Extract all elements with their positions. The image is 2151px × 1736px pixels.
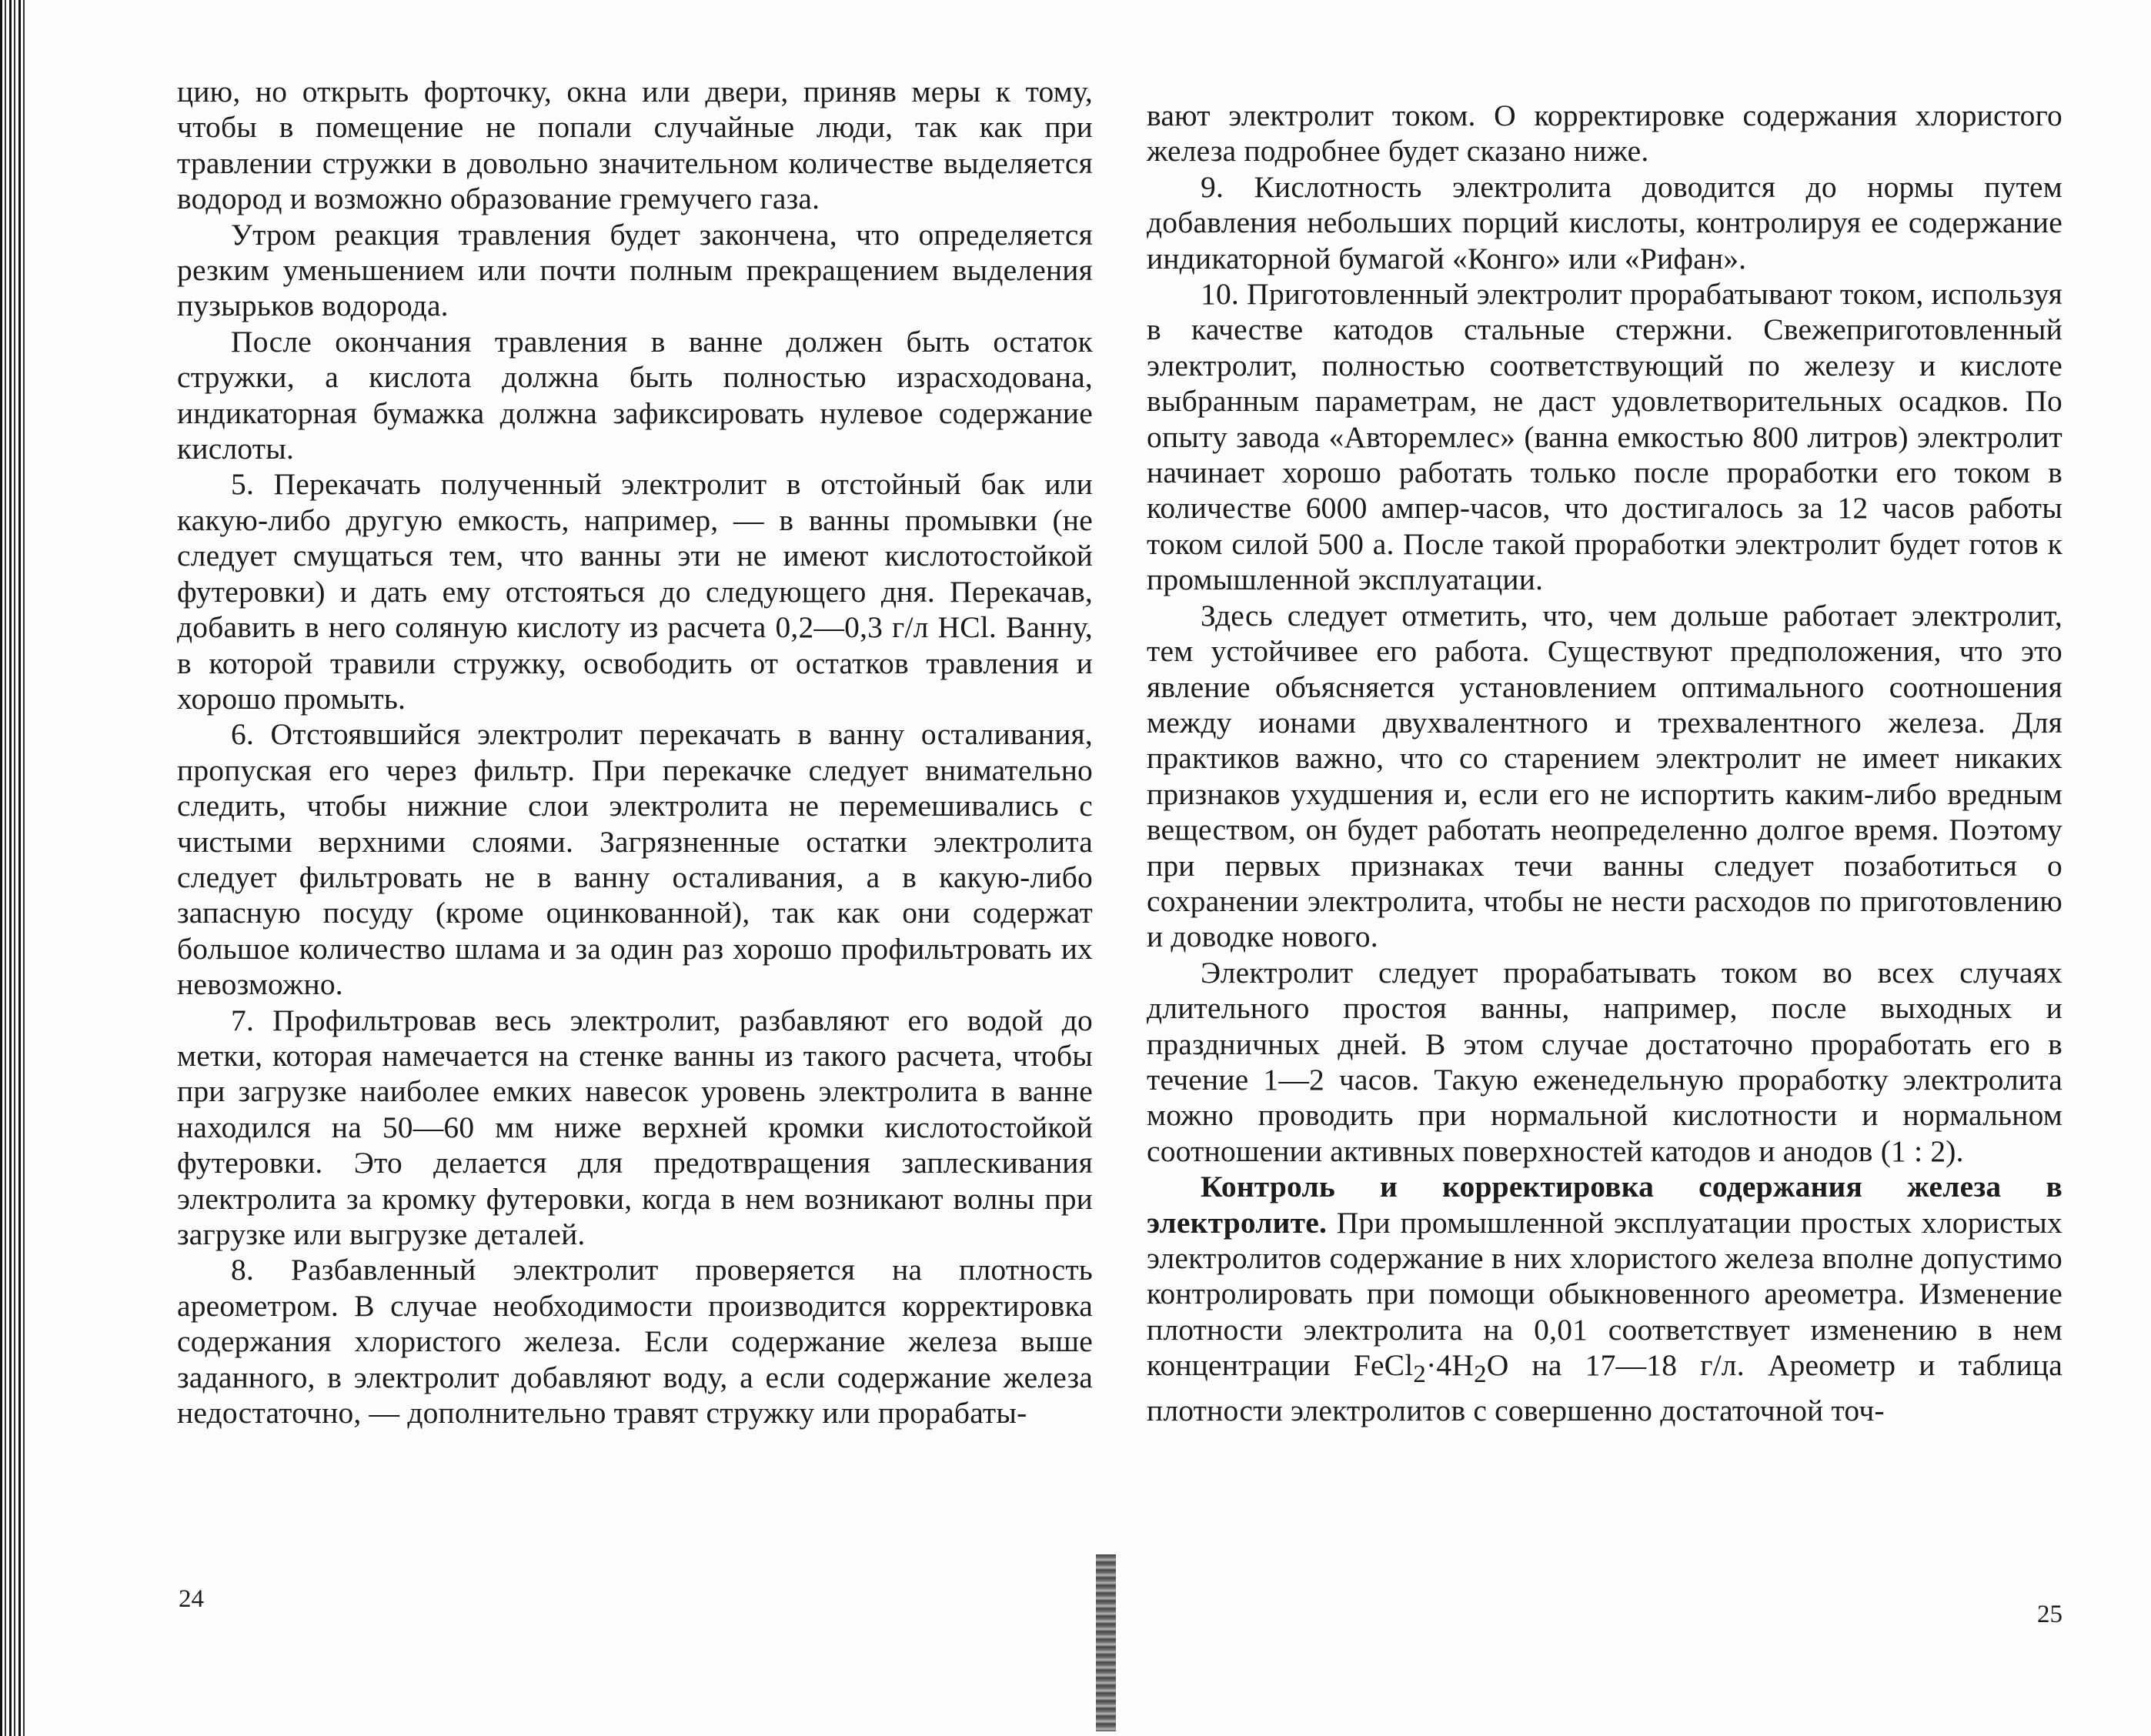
paragraph: Утром реакция травления будет закончена, что определяется резким уменьшением или почти полным прекращением выделения пузырьков водорода.: [177, 217, 1093, 323]
paragraph: После окончания травления в ванне должен быть остаток стружки, а кислота должна быть полностью израсходована, индикаторная бумажка должна зафиксировать нулевое содержание кислоты.: [177, 324, 1093, 466]
paragraph: вают электролит током. О корректировке содержания хлористого железа подробнее будет сказано ниже.: [1147, 98, 2062, 169]
paragraph-step-6: 6. Отстоявшийся электролит перекачать в ванну осталивания, пропуская его через фильтр. При перекачке следует внимательно следить, чтобы нижние слои электролита не перемешивались с чистыми верхними слоями. Загрязненные остатки электролита следует фильтровать не в ванну осталивания, а в какую-либо запасную посуду (кроме оцинкованной), так как они содержат большое количество шлама и за один раз хорошо профильтровать их невозможно.: [177, 717, 1093, 1002]
paragraph-step-8: 8. Разбавленный электролит проверяется на плотность ареометром. В случае необходимости производится корректировка содержания хлористого железа. Если содержание железа выше заданного, в электролит добавляют воду, а если содержание железа недостаточно, — дополнительно травят стружку или прорабаты-: [177, 1253, 1093, 1431]
right-page-text: [1147, 98, 2062, 1428]
section-body: При промышленной эксплуатации простых хлористых электролитов содержание в них хлористого железа вполне допустимо контролировать при помощи обыкновенного ареометра. Изменение плотности электролита на 0,01 соответствует изменению в нем концентрации FeCl: [1147, 1205, 2062, 1383]
left-page-text: [177, 74, 1093, 1431]
paragraph-step-7: 7. Профильтровав весь электролит, разбавляют его водой до метки, которая намечается на стенке ванны из такого расчета, чтобы при загрузке наиболее емких навесок уровень электролита в ванне находился на 50—60 мм ниже верхней кромки кислотостойкой футеровки. Это делается для предотвращения заплескивания электролита за кромку футеровки, когда в нем возникают волны при загрузке или выгрузке деталей.: [177, 1003, 1093, 1251]
paragraph-step-10: 10. Приготовленный электролит прорабатывают током, используя в качестве катодов стальные стержни. Свежеприготовленный электролит, полностью соответствующий по железу и кислоте выбранным параметрам, не даст удовлетворительных осадков. По опыту завода «Авторемлес» (ванна емкостью 800 литров) электролит начинает хорошо работать только после проработки его током в количестве 6000 ампер-часов, что достигалось за 12 часов работы током силой 500 а. После такой проработки электролит будет готов к промышленной эксплуатации.: [1147, 277, 2062, 597]
section-body: O на 17—18 г/л. Ареометр и таблица плотности электролитов с совершенно достаточной точ-: [1147, 1348, 2063, 1427]
page-number: 25: [2037, 1601, 2062, 1628]
section-heading: Контроль и корректировка содержания железа в электролите.: [1147, 1170, 2062, 1240]
paragraph-step-9: 9. Кислотность электролита доводится до нормы путем добавления небольших порций кислоты, контролируя ее содержание индикаторной бумагой «Конго» или «Рифан».: [1147, 169, 2062, 275]
scan-gutter-shadow: [1096, 1554, 1116, 1731]
formula-subscript: 2: [1474, 1360, 1487, 1389]
page-number: 24: [179, 1585, 204, 1613]
right-page: [1147, 0, 2062, 1736]
formula-subscript: 2: [1413, 1360, 1427, 1389]
paragraph: Здесь следует отметить, что, чем дольше работает электролит, тем устойчивее его работа. Существуют предположения, что это явление объясняется установлением оптимального соотношения между ионами двухвалентного и трехвалентного железа. Для практиков важно, что со старением электролит не имеет никаких признаков ухудшения и, если его не испортить каким-либо вредным веществом, он будет работать неопределенно долгое время. Поэтому при первых признаках течи ванны следует позаботиться о сохранении электролита, чтобы не нести расходов по приготовлению и доводке нового.: [1147, 598, 2062, 954]
paragraph: Электролит следует прорабатывать током во всех случаях длительного простоя ванны, например, после выходных и праздничных дней. В этом случае достаточно проработать его в течение 1—2 часов. Такую еженедельную проработку электролита можно проводить при нормальной кислотности и нормальном соотношении активных поверхностей катодов и анодов (1 : 2).: [1147, 955, 2062, 1168]
left-page: [177, 0, 1093, 1736]
paragraph: цию, но открыть форточку, окна или двери, приняв меры к тому, чтобы в помещение не попали случайные люди, так как при травлении стружки в довольно значительном количестве выделяется водород и возможно образование гремучего газа.: [177, 75, 1093, 216]
section-paragraph: [1147, 1169, 2062, 1428]
section-body: ·4H: [1426, 1348, 1475, 1383]
paragraph-step-5: 5. Перекачать полученный электролит в отстойный бак или какую-либо другую емкость, например, — в ванны промывки (не следует смущаться тем, что ванны эти не имеют кислотостойкой футеровки) и дать ему отстояться до следующего дня. Перекачав, добавить в него соляную кислоту из расчета 0,2—0,3 г/л HCl. Ванну, в которой травили стружку, освободить от остатков травления и хорошо промыть.: [177, 467, 1093, 716]
scan-binding-edge: [0, 0, 28, 1736]
